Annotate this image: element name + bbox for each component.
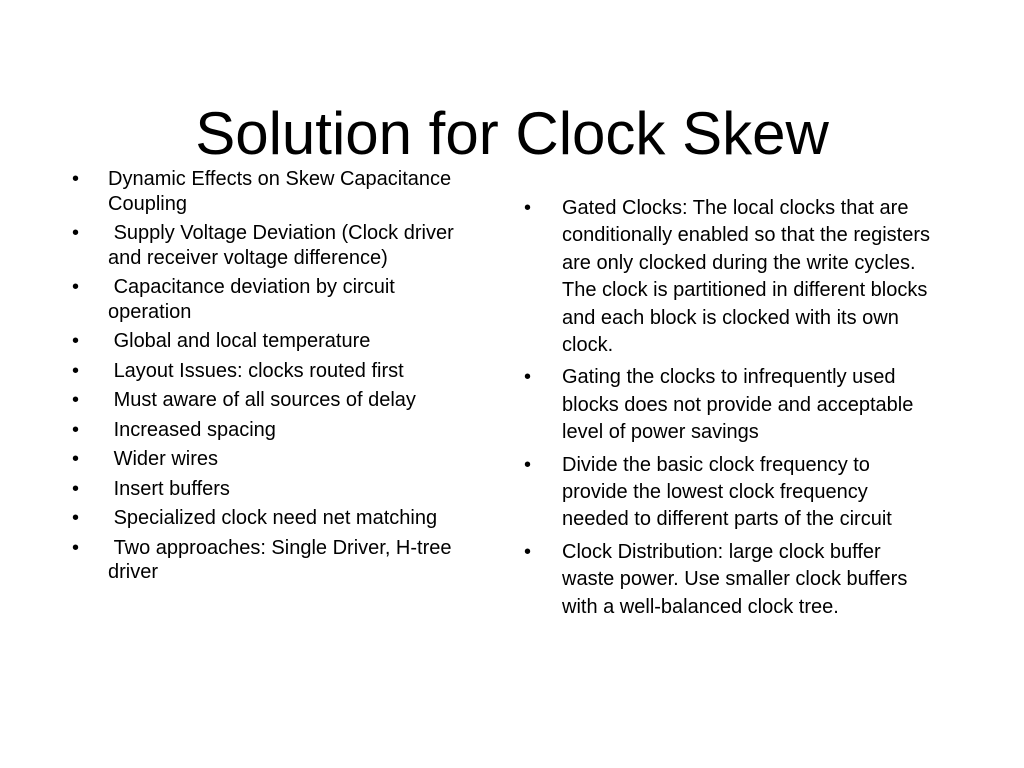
bullet-icon: •	[72, 418, 80, 441]
bullet-icon: •	[72, 276, 80, 298]
list-item	[72, 221, 467, 270]
bullet-icon: •	[524, 453, 532, 476]
bullet-icon: •	[72, 507, 80, 529]
list-item	[524, 195, 934, 359]
list-item-text: Specialized clock need net matching	[108, 507, 438, 529]
list-item	[72, 536, 467, 585]
list-item	[72, 418, 467, 443]
list-item-text: Capacitance deviation by circuit operation	[108, 276, 401, 323]
list-item	[72, 329, 467, 354]
bullet-icon: •	[524, 540, 532, 563]
list-item-text: Insert buffers	[108, 477, 230, 500]
list-item-text: Gating the clocks to infrequently used blocks does not provide and acceptable level of power savings	[562, 366, 914, 444]
list-item	[72, 167, 467, 216]
list-item-text: Clock Distribution: large clock buffer waste power. Use smaller clock buffers with a well-balanced clock tree.	[562, 540, 908, 618]
bullet-icon: •	[72, 536, 80, 559]
list-item-text: Must aware of all sources of delay	[108, 389, 416, 411]
list-item	[72, 359, 467, 384]
bullet-icon: •	[524, 197, 532, 219]
right-bullet-list	[524, 195, 934, 626]
list-item-text: Increased spacing	[108, 418, 276, 441]
list-item-text: Divide the basic clock frequency to provide the lowest clock frequency needed to different parts of the circuit	[562, 453, 892, 531]
list-item-text: Supply Voltage Deviation (Clock driver and receiver voltage difference)	[108, 222, 460, 269]
list-item	[72, 388, 467, 413]
list-item	[72, 447, 467, 472]
list-item	[72, 275, 467, 324]
list-item-text: Dynamic Effects on Skew Capacitance Coupling	[108, 168, 457, 215]
list-item	[524, 452, 934, 534]
list-item	[524, 539, 934, 621]
list-item-text: Global and local temperature	[108, 330, 371, 352]
list-item-text: Gated Clocks: The local clocks that are conditionally enabled so that the registers are only clocked during the write cycles. The clock is partitioned in different blocks and each block is clocked with its own clock.	[562, 197, 931, 357]
list-item	[72, 477, 467, 502]
bullet-icon: •	[524, 366, 532, 389]
bullet-icon: •	[72, 477, 80, 500]
bullet-icon: •	[72, 222, 80, 244]
bullet-icon: •	[72, 359, 80, 382]
list-item-text: Wider wires	[108, 448, 219, 470]
bullet-icon: •	[72, 448, 80, 470]
list-item-text: Layout Issues: clocks routed first	[108, 359, 404, 382]
bullet-icon: •	[72, 168, 80, 190]
left-bullet-list	[72, 167, 467, 590]
list-item	[524, 364, 934, 446]
list-item	[72, 506, 467, 531]
bullet-icon: •	[72, 389, 80, 411]
bullet-icon: •	[72, 330, 80, 352]
slide-title: Solution for Clock Skew	[195, 100, 829, 167]
list-item-text: Two approaches: Single Driver, H-tree driver	[108, 536, 458, 583]
